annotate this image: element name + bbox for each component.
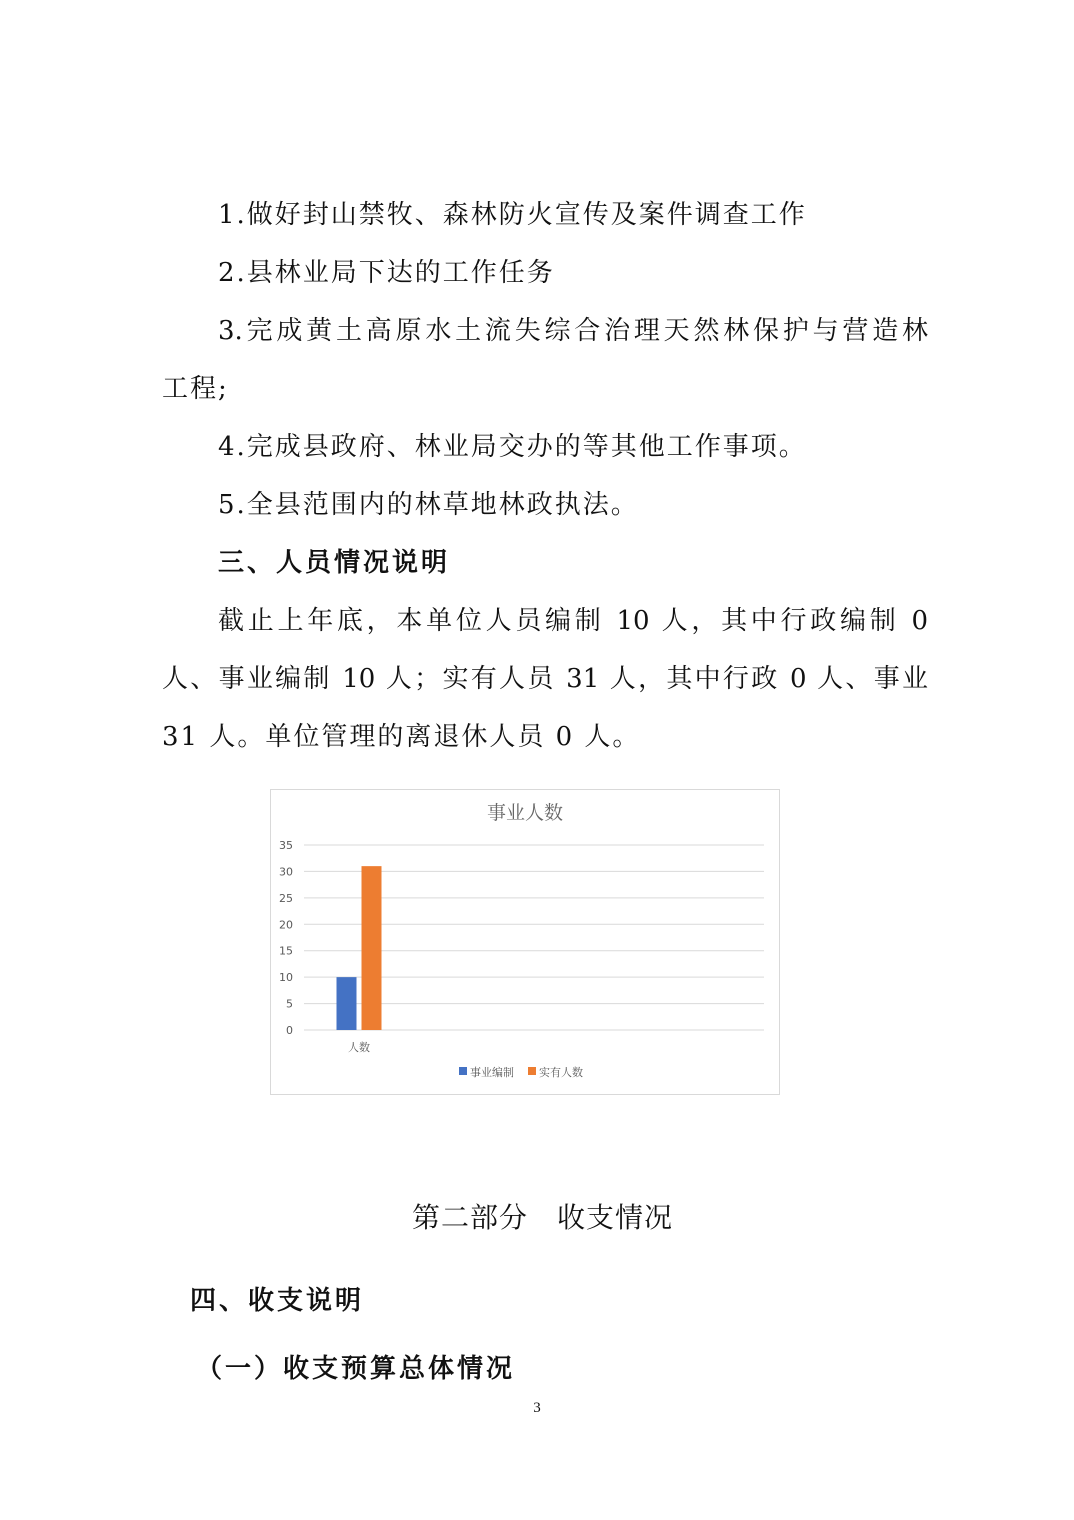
body-line-3: 3.完成黄土高原水土流失综合治理天然林保护与营造林 [218,316,928,346]
y-tick-label: 10 [279,971,293,985]
staff-paragraph-line-2: 人、事业编制 10 人；实有人员 31 人，其中行政 0 人、事业 [162,664,928,694]
staff-chart-svg [271,790,779,1094]
body-line-4: 4.完成县政府、林业局交办的等其他工作事项。 [218,432,807,462]
body-line-1: 1.做好封山禁牧、森林防火宣传及案件调查工作 [218,200,807,230]
heading-income-expense: 四、收支说明 [190,1286,365,1316]
legend-swatch [459,1067,467,1075]
y-tick-label: 0 [286,1024,293,1037]
staff-paragraph-line-1: 截止上年底，本单位人员编制 10 人，其中行政编制 0 [218,606,928,636]
y-tick-label: 20 [279,918,293,932]
part-title: 第二部分 收支情况 [412,1201,674,1234]
y-tick-label: 35 [279,839,293,852]
bar-actual [362,866,382,1030]
x-category-label: 人数 [348,1041,370,1054]
chart-title: 事业人数 [486,802,564,824]
body-line-5: 5.全县范围内的林草地林政执法。 [218,490,639,520]
bar-established [337,977,357,1030]
y-tick-label: 15 [279,944,293,958]
y-tick-label: 25 [279,891,293,905]
heading-budget-overview: （一）收支预算总体情况 [196,1354,516,1384]
legend-label: 事业编制 [470,1066,514,1079]
staff-chart [270,789,780,1095]
page-number: 3 [533,1400,541,1416]
legend-swatch [528,1067,536,1075]
y-tick-label: 30 [279,865,293,879]
body-line-3-cont: 工程; [162,374,229,404]
y-tick-label: 5 [286,997,293,1011]
heading-staff-info: 三、人员情况说明 [218,548,451,578]
staff-paragraph-line-3: 31 人。单位管理的离退休人员 0 人。 [162,722,641,752]
legend-label: 实有人数 [539,1066,583,1079]
body-line-2: 2.县林业局下达的工作任务 [218,258,555,288]
